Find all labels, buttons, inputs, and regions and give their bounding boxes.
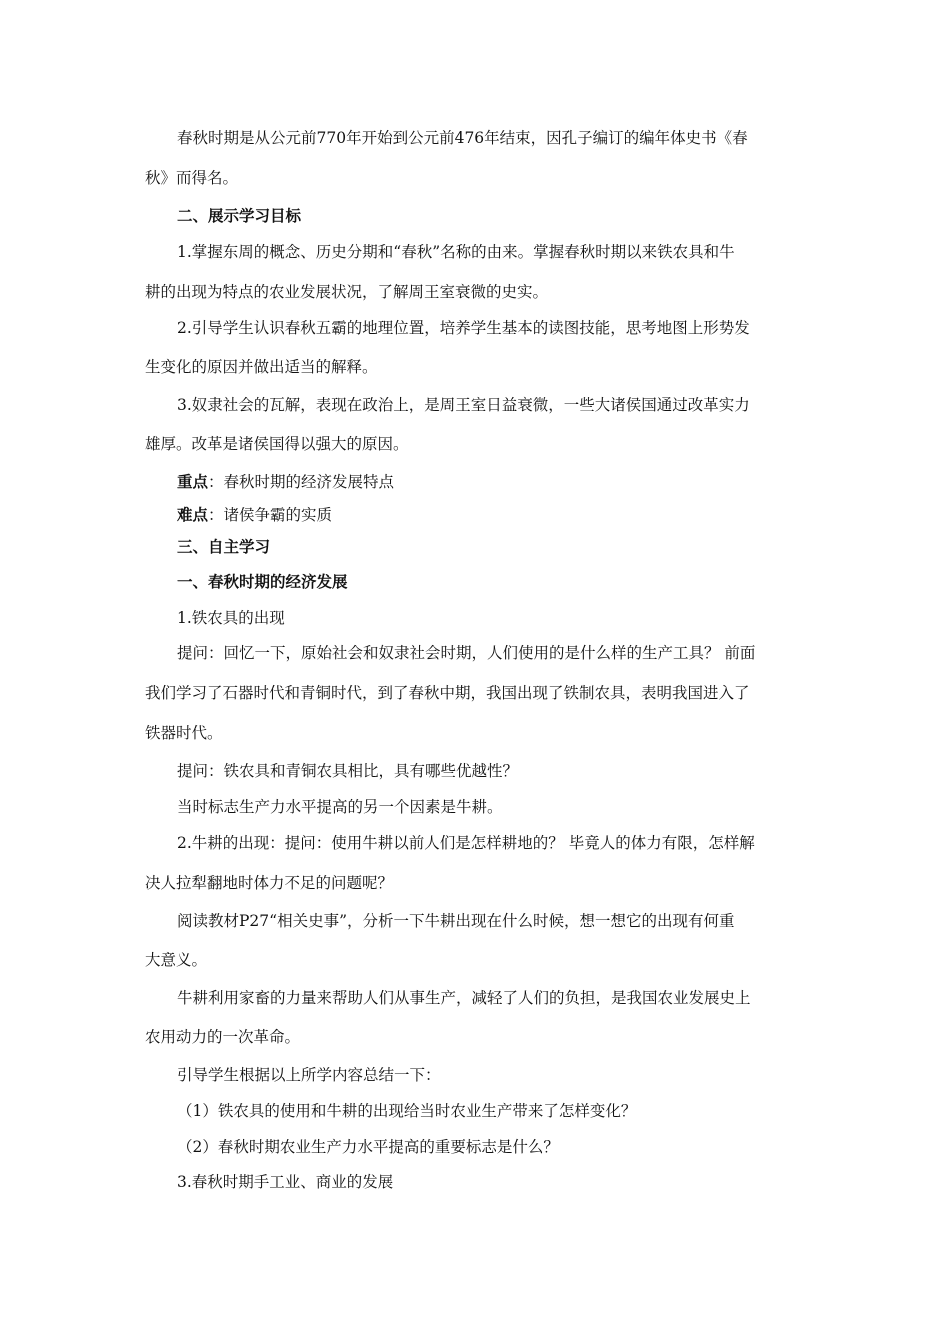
paragraph-line: 1.铁农具的出现 [177, 609, 285, 627]
paragraph-line: 3.春秋时期手工业、商业的发展 [177, 1173, 394, 1191]
key-point-text: ：春秋时期的经济发展特点 [208, 473, 395, 491]
paragraph-line: 生变化的原因并做出适当的解释。 [145, 358, 378, 376]
paragraph-line: 决人拉犁翻地时体力不足的问题呢？ [145, 874, 394, 892]
paragraph-line: 当时标志生产力水平提高的另一个因素是牛耕。 [177, 798, 503, 816]
section-heading: 二、展示学习目标 [177, 206, 302, 225]
paragraph-line: 牛耕利用家畜的力量来帮助人们从事生产，减轻了人们的负担，是我国农业发展史上 [177, 989, 751, 1007]
subsection-heading: 一、春秋时期的经济发展 [177, 572, 348, 591]
difficulty-line [177, 505, 332, 525]
list-item: （2）春秋时期农业生产力水平提高的重要标志是什么？ [177, 1138, 559, 1156]
list-item: （1）铁农具的使用和牛耕的出现给当时农业生产带来了怎样变化？ [177, 1102, 637, 1120]
paragraph-line: 引导学生根据以上所学内容总结一下： [177, 1066, 441, 1084]
difficulty-label: 难点 [177, 505, 209, 524]
paragraph-line: 大意义。 [145, 951, 208, 969]
paragraph-line: 阅读教材P27“相关史事”，分析一下牛耕出现在什么时候，想一想它的出现有何重 [177, 912, 735, 930]
paragraph-line: 秋》而得名。 [145, 169, 239, 187]
paragraph-line: 提问：回忆一下，原始社会和奴隶社会时期，人们使用的是什么样的生产工具？ 前面 [177, 644, 756, 662]
paragraph-line: 我们学习了石器时代和青铜时代，到了春秋中期，我国出现了铁制农具，表明我国进入了 [145, 684, 750, 702]
paragraph-line: 2.引导学生认识春秋五霸的地理位置，培养学生基本的读图技能，思考地图上形势发 [177, 319, 750, 337]
paragraph-line: 2.牛耕的出现：提问：使用牛耕以前人们是怎样耕地的？ 毕竟人的体力有限，怎样解 [177, 834, 755, 852]
paragraph-line: 铁器时代。 [145, 724, 223, 742]
paragraph-line: 提问：铁农具和青铜农具相比，具有哪些优越性？ [177, 762, 519, 780]
key-point-label: 重点 [177, 472, 209, 491]
paragraph-line: 耕的出现为特点的农业发展状况，了解周王室衰微的史实。 [145, 283, 549, 301]
paragraph-line: 春秋时期是从公元前770年开始到公元前476年结束，因孔子编订的编年体史书《春 [177, 129, 748, 147]
paragraph-line: 1.掌握东周的概念、历史分期和“春秋”名称的由来。掌握春秋时期以来铁农具和牛 [177, 243, 735, 261]
paragraph-line: 3.奴隶社会的瓦解，表现在政治上，是周王室日益衰微，一些大诸侯国通过改革实力 [177, 396, 750, 414]
section-heading: 三、自主学习 [177, 537, 271, 556]
difficulty-text: ：诸侯争霸的实质 [208, 506, 333, 524]
paragraph-line: 雄厚。改革是诸侯国得以强大的原因。 [145, 435, 409, 453]
paragraph-line: 农用动力的一次革命。 [145, 1028, 301, 1046]
key-point-line [177, 472, 394, 492]
